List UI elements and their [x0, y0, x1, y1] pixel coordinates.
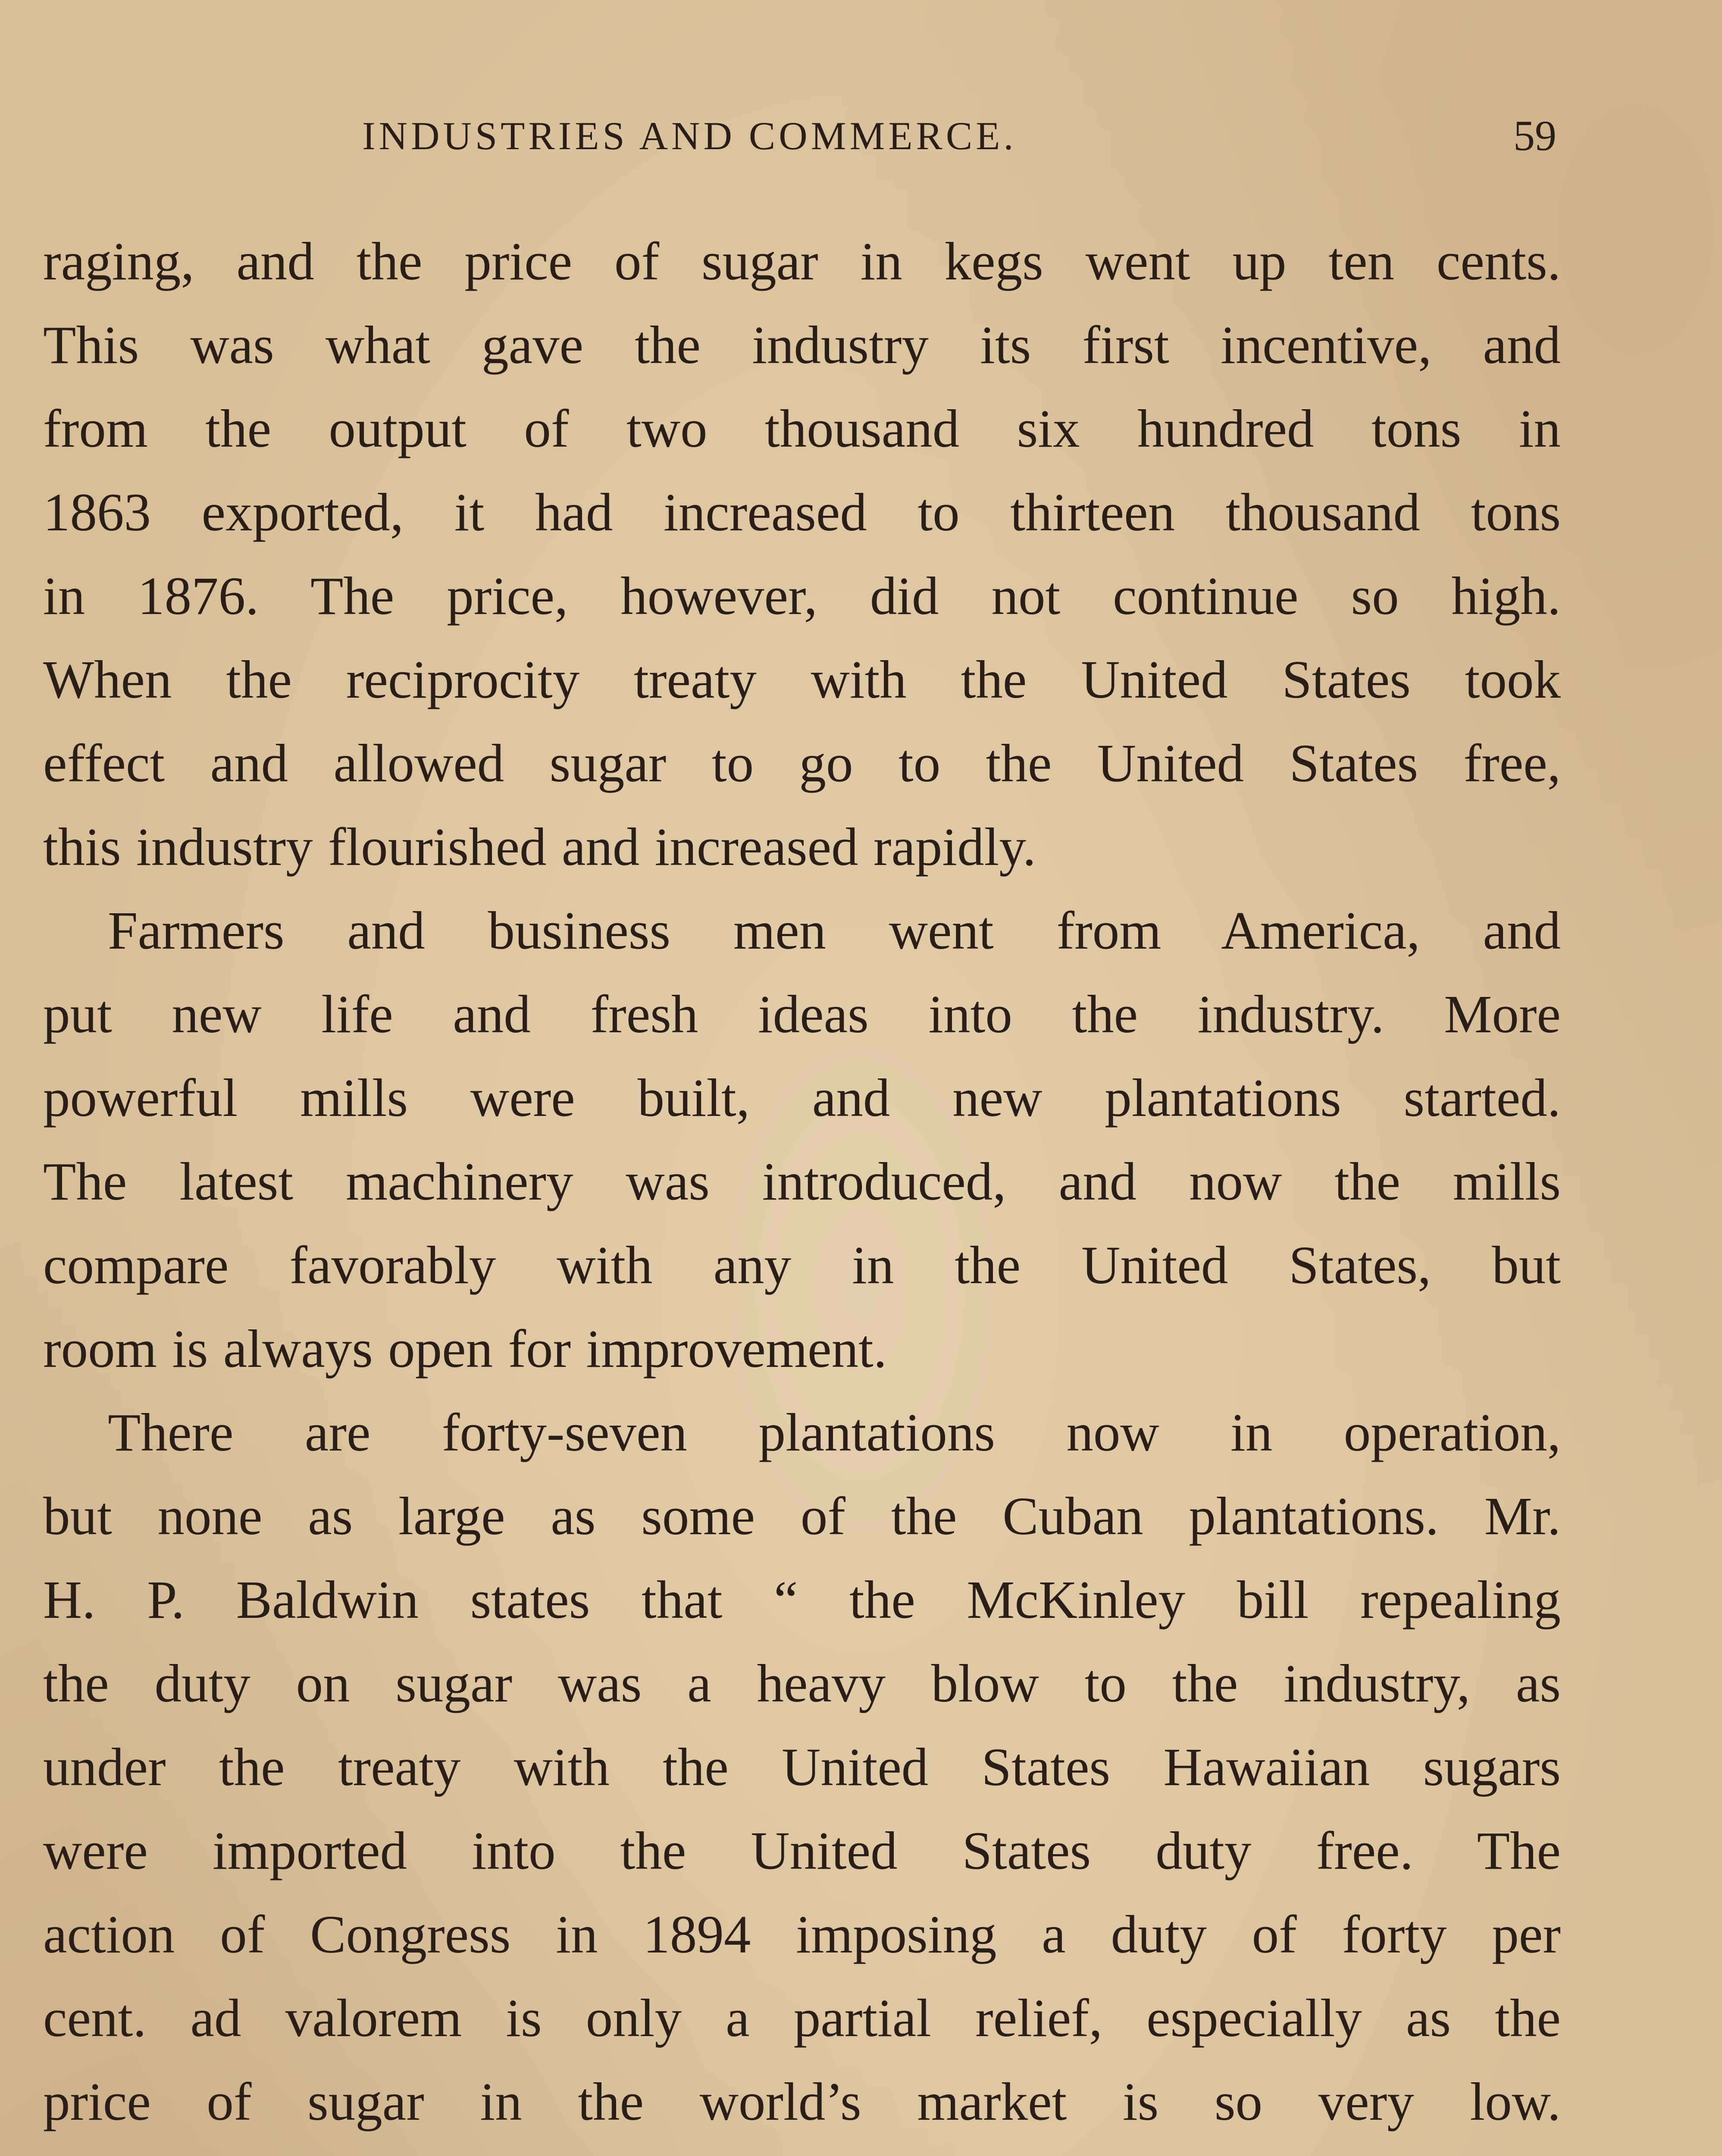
text-line: were imported into the United States duty free. The [43, 1821, 1561, 1881]
text-line: 1863 exported, it had increased to thirteen thousand tons [43, 483, 1561, 542]
text-line: action of Congress in 1894 imposing a duty of forty per [43, 1905, 1561, 1965]
text-line: H. P. Baldwin states that “ the McKinley bill repealing [43, 1570, 1561, 1630]
text-line: When the reciprocity treaty with the United States took [43, 650, 1561, 710]
body-text [43, 220, 1561, 2156]
text-line: the duty on sugar was a heavy blow to the industry, as [43, 1654, 1561, 1714]
text-line: from the output of two thousand six hundred tons in [43, 399, 1561, 459]
text-line: price of sugar in the world’s market is so very low. [43, 2072, 1561, 2132]
text-line: room is always open for improvement. [43, 1319, 887, 1379]
text-line: effect and allowed sugar to go to the United States free, [43, 734, 1561, 793]
text-line: compare favorably with any in the United States, but [43, 1236, 1561, 1295]
page-number: 59 [1513, 112, 1556, 160]
text-line: under the treaty with the United States Hawaiian sugars [43, 1738, 1561, 1797]
text-line: powerful mills were built, and new plantations started. [43, 1069, 1561, 1128]
text-line: put new life and fresh ideas into the industry. More [43, 985, 1561, 1044]
text-line: but none as large as some of the Cuban plantations. Mr. [43, 1487, 1561, 1546]
text-line: Farmers and business men went from America, and [108, 901, 1561, 961]
text-line: This was what gave the industry its first incentive, and [43, 316, 1561, 375]
text-line [43, 2144, 1561, 2156]
text-line: cent. ad valorem is only a partial relief, especially as the [43, 1989, 1561, 2048]
running-head-title: INDUSTRIES AND COMMERCE. [362, 114, 1017, 158]
text-line: in 1876. The price, however, did not continue so high. [43, 567, 1561, 626]
text-line: There are forty-seven plantations now in operation, [108, 1403, 1561, 1463]
text-line: The latest machinery was introduced, and now the mills [43, 1152, 1561, 1212]
running-head [0, 108, 1722, 164]
text-line: raging, and the price of sugar in kegs went up ten cents. [43, 232, 1561, 291]
text-line: this industry flourished and increased rapidly. [43, 818, 1036, 877]
